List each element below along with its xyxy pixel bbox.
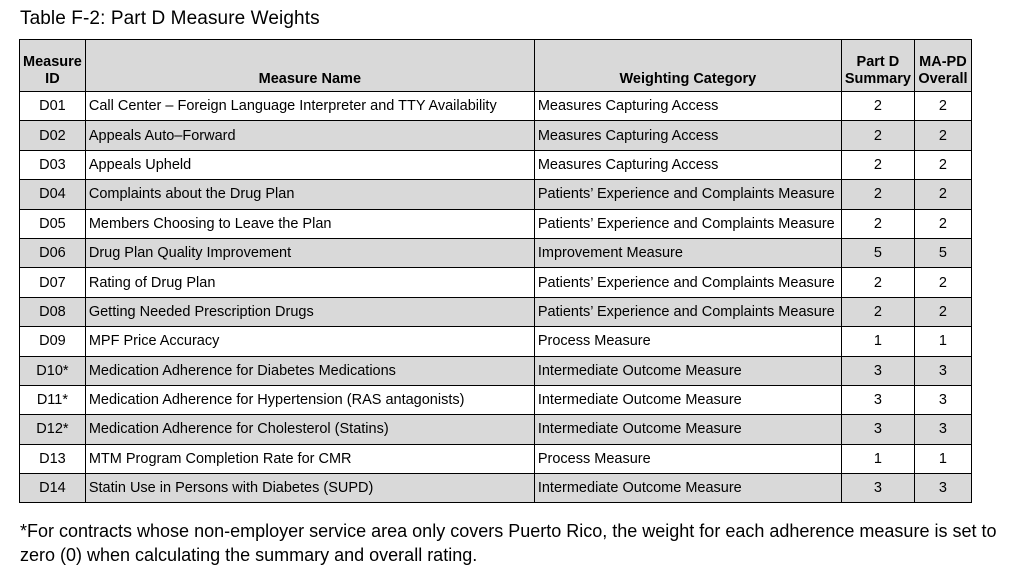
cell-mapd-overall: 1 — [914, 444, 971, 473]
table-row — [20, 238, 972, 267]
cell-part-d-summary: 3 — [841, 474, 914, 503]
cell-part-d-summary: 2 — [841, 209, 914, 238]
cell-weighting-category: Patients’ Experience and Complaints Measure — [534, 268, 841, 297]
cell-weighting-category: Measures Capturing Access — [534, 92, 841, 121]
cell-measure-id: D03 — [20, 150, 86, 179]
table-header-row — [20, 40, 972, 92]
table-footnote: *For contracts whose non-employer service area only covers Puerto Rico, the weight for each adherence measure is set to zero (0) when calculating the summary and overall rating. — [20, 521, 997, 565]
cell-part-d-summary: 3 — [841, 415, 914, 444]
header-weighting-category: Weighting Category — [534, 40, 841, 92]
header-part-d-summary-line2: Summary — [844, 71, 911, 87]
header-mapd-overall-line1: MA-PD — [919, 54, 967, 70]
cell-mapd-overall: 2 — [914, 121, 971, 150]
cell-measure-name: Appeals Auto–Forward — [85, 121, 534, 150]
cell-weighting-category: Intermediate Outcome Measure — [534, 385, 841, 414]
cell-weighting-category: Measures Capturing Access — [534, 121, 841, 150]
table-row — [20, 327, 972, 356]
cell-part-d-summary: 2 — [841, 268, 914, 297]
table-row — [20, 268, 972, 297]
table-row — [20, 356, 972, 385]
header-part-d-summary-line1: Part D — [856, 54, 900, 70]
cell-weighting-category: Patients’ Experience and Complaints Measure — [534, 180, 841, 209]
cell-measure-name: Rating of Drug Plan — [85, 268, 534, 297]
table-row — [20, 474, 972, 503]
cell-measure-id: D10* — [20, 356, 86, 385]
cell-measure-name: Statin Use in Persons with Diabetes (SUPD) — [85, 474, 534, 503]
cell-mapd-overall: 3 — [914, 356, 971, 385]
cell-measure-name: Medication Adherence for Diabetes Medications — [85, 356, 534, 385]
cell-measure-id: D07 — [20, 268, 86, 297]
table-row — [20, 385, 972, 414]
table-row — [20, 297, 972, 326]
cell-weighting-category: Improvement Measure — [534, 238, 841, 267]
cell-part-d-summary: 3 — [841, 356, 914, 385]
cell-measure-id: D13 — [20, 444, 86, 473]
cell-measure-id: D04 — [20, 180, 86, 209]
header-part-d-summary — [841, 40, 914, 92]
cell-weighting-category: Intermediate Outcome Measure — [534, 356, 841, 385]
cell-part-d-summary: 2 — [841, 150, 914, 179]
table-row — [20, 180, 972, 209]
cell-measure-name: Call Center – Foreign Language Interpreter and TTY Availability — [85, 92, 534, 121]
cell-measure-name: MPF Price Accuracy — [85, 327, 534, 356]
cell-mapd-overall: 2 — [914, 150, 971, 179]
cell-measure-id: D11* — [20, 385, 86, 414]
cell-part-d-summary: 2 — [841, 121, 914, 150]
table-title: Table F-2: Part D Measure Weights — [20, 8, 320, 29]
cell-measure-id: D09 — [20, 327, 86, 356]
cell-measure-id: D05 — [20, 209, 86, 238]
cell-part-d-summary: 2 — [841, 92, 914, 121]
cell-measure-id: D08 — [20, 297, 86, 326]
cell-measure-name: MTM Program Completion Rate for CMR — [85, 444, 534, 473]
cell-measure-name: Members Choosing to Leave the Plan — [85, 209, 534, 238]
table-row — [20, 209, 972, 238]
cell-measure-id: D14 — [20, 474, 86, 503]
cell-measure-name: Medication Adherence for Cholesterol (Statins) — [85, 415, 534, 444]
cell-measure-name: Drug Plan Quality Improvement — [85, 238, 534, 267]
cell-mapd-overall: 1 — [914, 327, 971, 356]
cell-weighting-category: Patients’ Experience and Complaints Measure — [534, 209, 841, 238]
cell-measure-name: Appeals Upheld — [85, 150, 534, 179]
header-measure-id-line2: ID — [45, 71, 60, 87]
cell-measure-name: Getting Needed Prescription Drugs — [85, 297, 534, 326]
cell-weighting-category: Intermediate Outcome Measure — [534, 474, 841, 503]
cell-part-d-summary: 1 — [841, 444, 914, 473]
cell-measure-id: D01 — [20, 92, 86, 121]
cell-mapd-overall: 2 — [914, 209, 971, 238]
cell-measure-id: D12* — [20, 415, 86, 444]
cell-mapd-overall: 2 — [914, 180, 971, 209]
cell-mapd-overall: 3 — [914, 415, 971, 444]
cell-part-d-summary: 1 — [841, 327, 914, 356]
table-row — [20, 415, 972, 444]
header-measure-name: Measure Name — [85, 40, 534, 92]
cell-part-d-summary: 5 — [841, 238, 914, 267]
cell-mapd-overall: 3 — [914, 385, 971, 414]
cell-weighting-category: Patients’ Experience and Complaints Measure — [534, 297, 841, 326]
cell-measure-name: Medication Adherence for Hypertension (RAS antagonists) — [85, 385, 534, 414]
cell-mapd-overall: 5 — [914, 238, 971, 267]
cell-part-d-summary: 3 — [841, 385, 914, 414]
cell-part-d-summary: 2 — [841, 297, 914, 326]
header-mapd-overall — [914, 40, 971, 92]
table-row — [20, 121, 972, 150]
header-mapd-overall-line2: Overall — [918, 71, 968, 87]
cell-weighting-category: Measures Capturing Access — [534, 150, 841, 179]
cell-mapd-overall: 2 — [914, 268, 971, 297]
header-measure-id-line1: Measure — [23, 54, 82, 70]
cell-measure-id: D02 — [20, 121, 86, 150]
measure-weights-table — [19, 39, 972, 503]
cell-weighting-category: Process Measure — [534, 327, 841, 356]
table-row — [20, 92, 972, 121]
cell-mapd-overall: 2 — [914, 92, 971, 121]
cell-measure-id: D06 — [20, 238, 86, 267]
cell-weighting-category: Intermediate Outcome Measure — [534, 415, 841, 444]
header-measure-id — [20, 40, 86, 92]
table-row — [20, 444, 972, 473]
cell-measure-name: Complaints about the Drug Plan — [85, 180, 534, 209]
cell-weighting-category: Process Measure — [534, 444, 841, 473]
cell-part-d-summary: 2 — [841, 180, 914, 209]
cell-mapd-overall: 3 — [914, 474, 971, 503]
table-row — [20, 150, 972, 179]
cell-mapd-overall: 2 — [914, 297, 971, 326]
